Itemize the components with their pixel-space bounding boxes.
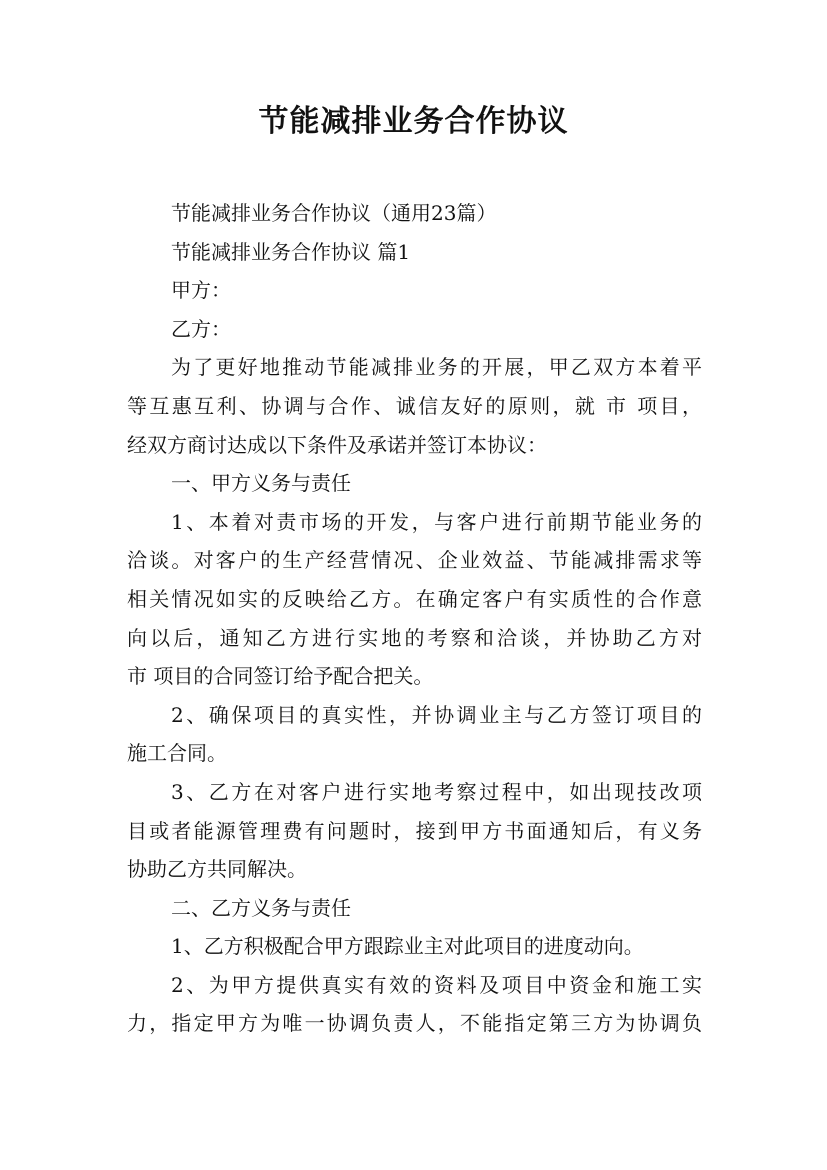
paragraph-line: 1、乙方积极配合甲方跟踪业主对此项目的进度动向。 (171, 934, 644, 959)
paragraph-line: 施工合同。 (127, 741, 227, 766)
paragraph-line: 为了更好地推动节能减排业务的开展，甲乙双方本着平 (171, 355, 702, 380)
paragraph-line: 市 项目的合同签订给予配合把关。 (127, 664, 434, 689)
paragraph-line: 2、为甲方提供真实有效的资料及项目中资金和施工实 (171, 972, 702, 997)
paragraph-line: 力，指定甲方为唯一协调负责人，不能指定第三方为协调负 (127, 1011, 702, 1036)
paragraph-line: 经双方商讨达成以下条件及承诺并签订本协议： (127, 432, 547, 457)
party-a-label: 甲方： (171, 278, 231, 303)
section-heading: 节能减排业务合作协议 篇1 (171, 239, 411, 264)
paragraph-line: 3、乙方在对客户进行实地考察过程中，如出现技改项 (171, 779, 702, 804)
paragraph-line: 等互惠互利、协调与合作、诚信友好的原则，就 市 项目， (127, 393, 702, 418)
paragraph-line: 1、本着对责市场的开发，与客户进行前期节能业务的 (171, 509, 702, 534)
party-b-label: 乙方： (171, 316, 231, 341)
paragraph-line: 洽谈。对客户的生产经营情况、企业效益、节能减排需求等 (127, 548, 702, 573)
paragraph-line: 协助乙方共同解决。 (127, 857, 307, 882)
paragraph-line: 向以后，通知乙方进行实地的考察和洽谈，并协助乙方对 (127, 625, 702, 650)
document-body (127, 194, 702, 1043)
paragraph-line: 目或者能源管理费有问题时，接到甲方书面通知后，有义务 (127, 818, 702, 843)
clause-heading: 一、甲方义务与责任 (171, 471, 351, 496)
clause-heading: 二、乙方义务与责任 (171, 895, 351, 920)
paragraph-line: 2、确保项目的真实性，并协调业主与乙方签订项目的 (171, 702, 702, 727)
subtitle-line: 节能减排业务合作协议（通用23篇） (171, 201, 497, 225)
document-title: 节能减排业务合作协议 (258, 104, 569, 139)
paragraph-line: 相关情况如实的反映给乙方。在确定客户有实质性的合作意 (127, 586, 702, 611)
